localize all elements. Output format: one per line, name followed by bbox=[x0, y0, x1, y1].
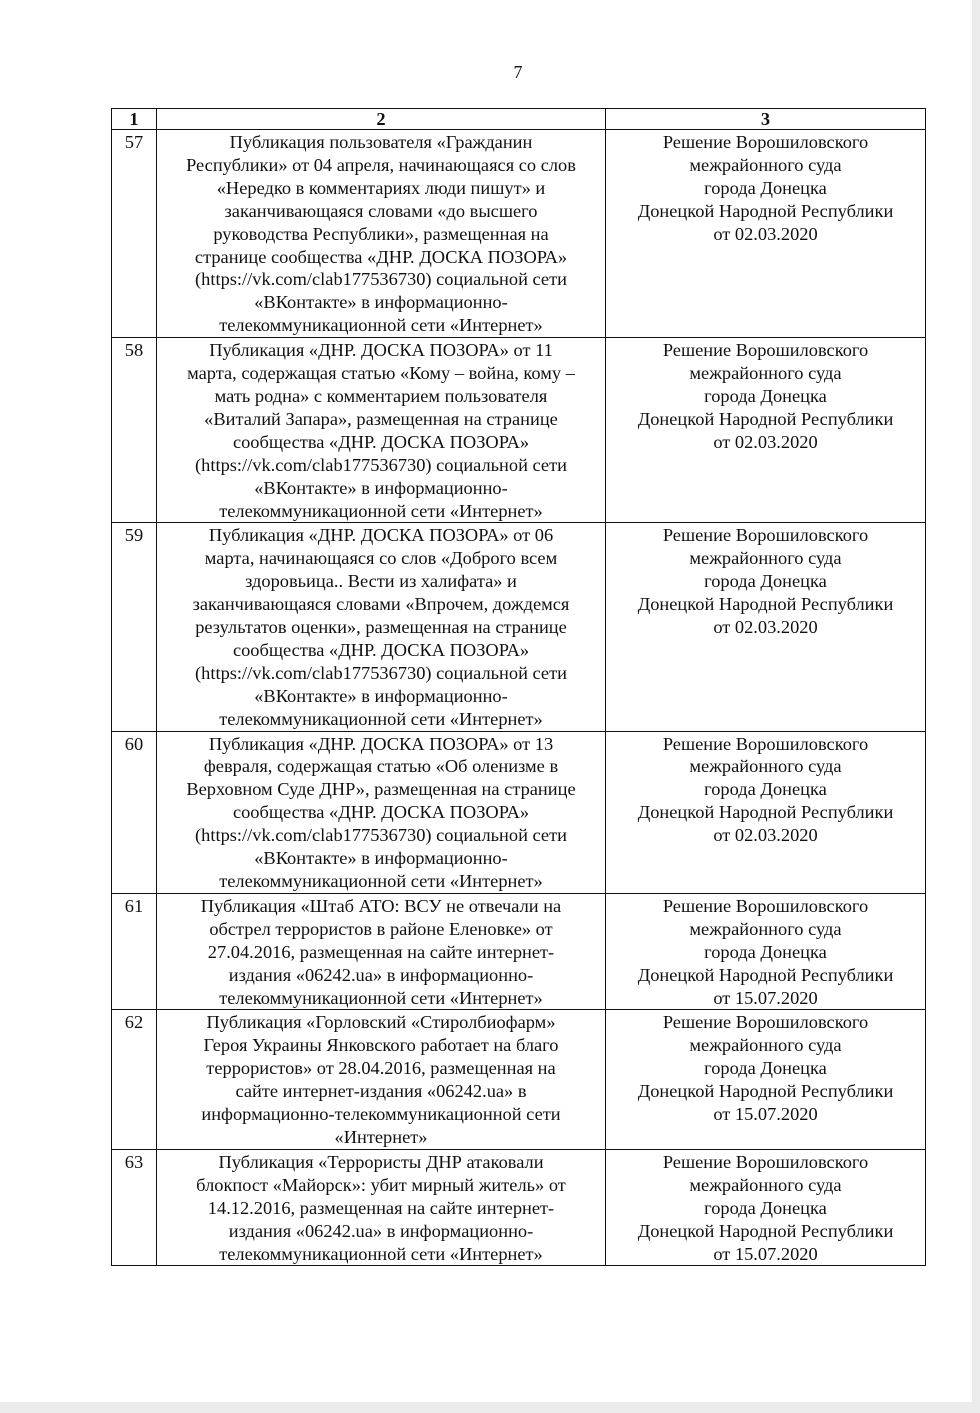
table-row bbox=[112, 1010, 926, 1149]
row-court-decision bbox=[606, 731, 926, 893]
description-line: «ВКонтакте» в информационно- bbox=[254, 848, 508, 869]
decision-line: от 02.03.2020 bbox=[713, 617, 818, 638]
decision-line: межрайонного суда bbox=[689, 1174, 842, 1195]
decision-line: Решение Ворошиловского bbox=[662, 733, 869, 754]
description-line: «ВКонтакте» в информационно- bbox=[254, 292, 508, 313]
description-line: «Виталий Запара», размещенная на странице bbox=[204, 408, 558, 429]
row-number: 59 bbox=[112, 523, 157, 731]
page-number: 7 bbox=[513, 62, 523, 82]
description-line: Публикация пользователя «Гражданин bbox=[229, 132, 533, 152]
decision-line: межрайонного суда bbox=[689, 363, 842, 384]
description-line: результатов оценки», размещенная на странице bbox=[195, 617, 567, 638]
row-description bbox=[157, 893, 606, 1010]
decision-line: Решение Ворошиловского bbox=[662, 340, 869, 361]
table-header-row bbox=[112, 109, 926, 130]
row-number: 62 bbox=[112, 1010, 157, 1149]
description-line: информационно-телекоммуникационной сети bbox=[201, 1104, 561, 1125]
description-line: «ВКонтакте» в информационно- bbox=[254, 685, 508, 706]
decision-line: города Донецка bbox=[704, 177, 827, 198]
decision-line: от 15.07.2020 bbox=[713, 1243, 818, 1264]
row-number: 61 bbox=[112, 893, 157, 1010]
table-row bbox=[112, 130, 926, 338]
table-body bbox=[112, 130, 926, 1266]
description-line: телекоммуникационной сети «Интернет» bbox=[219, 871, 543, 891]
description-line: «Интернет» bbox=[334, 1126, 428, 1147]
description-line: здоровьица.. Вести из халифата» и bbox=[245, 571, 517, 592]
description-line: сообщества «ДНР. ДОСКА ПОЗОРА» bbox=[232, 431, 530, 452]
description-line: (https://vk.com/clab177536730) социальной сети bbox=[195, 454, 567, 475]
row-number: 63 bbox=[112, 1149, 157, 1266]
row-court-decision bbox=[606, 130, 926, 338]
description-line: Публикация «ДНР. ДОСКА ПОЗОРА» от 06 bbox=[208, 525, 554, 546]
decision-line: города Донецка bbox=[704, 1197, 827, 1218]
row-court-decision bbox=[606, 338, 926, 523]
decision-line: Донецкой Народной Республики bbox=[637, 964, 894, 985]
decision-line: от 15.07.2020 bbox=[713, 1104, 818, 1125]
description-line: Верховном Суде ДНР», размещенная на странице bbox=[186, 779, 576, 800]
decision-line: города Донецка bbox=[704, 941, 827, 962]
row-description bbox=[157, 1010, 606, 1149]
decision-line: межрайонного суда bbox=[689, 548, 842, 569]
description-line: 14.12.2016, размещенная на сайте интернет- bbox=[207, 1197, 555, 1218]
decision-line: от 02.03.2020 bbox=[713, 223, 818, 244]
description-line: Публикация «Горловский «Стиролбиофарм» bbox=[206, 1012, 556, 1033]
decision-line: Донецкой Народной Республики bbox=[637, 594, 894, 615]
row-description bbox=[157, 130, 606, 338]
description-line: сообщества «ДНР. ДОСКА ПОЗОРА» bbox=[232, 802, 530, 823]
description-line: марта, начинающаяся со слов «Доброго всем bbox=[204, 548, 558, 569]
description-line: сообщества «ДНР. ДОСКА ПОЗОРА» bbox=[232, 639, 530, 660]
decision-line: города Донецка bbox=[704, 571, 827, 592]
decision-line: Решение Ворошиловского bbox=[662, 132, 869, 152]
description-line: блокпост «Майорск»: убит мирный житель» от bbox=[196, 1174, 566, 1195]
description-line: телекоммуникационной сети «Интернет» bbox=[219, 987, 543, 1008]
row-court-decision bbox=[606, 523, 926, 731]
description-line: Публикация «ДНР. ДОСКА ПОЗОРА» от 11 bbox=[209, 340, 553, 361]
decision-line: межрайонного суда bbox=[689, 1035, 842, 1056]
decision-line: Решение Ворошиловского bbox=[662, 525, 869, 546]
materials-table bbox=[111, 108, 926, 1266]
decision-line: межрайонного суда bbox=[689, 756, 842, 777]
description-line: Публикация «ДНР. ДОСКА ПОЗОРА» от 13 bbox=[208, 733, 554, 754]
table-row bbox=[112, 338, 926, 523]
description-line: издания «06242.ua» в информационно- bbox=[228, 964, 534, 985]
description-line: Публикация «Штаб АТО: ВСУ не отвечали на bbox=[200, 895, 562, 916]
description-line: (https://vk.com/clab177536730) социальной сети bbox=[195, 269, 567, 290]
column-header-decision: 3 bbox=[606, 109, 926, 130]
decision-line: Донецкой Народной Республики bbox=[637, 200, 894, 221]
description-line: террористов» от 28.04.2016, размещенная на bbox=[206, 1058, 556, 1079]
decision-line: межрайонного суда bbox=[689, 154, 842, 175]
row-description bbox=[157, 523, 606, 731]
description-line: телекоммуникационной сети «Интернет» bbox=[219, 708, 543, 729]
description-line: телекоммуникационной сети «Интернет» bbox=[219, 315, 543, 336]
column-header-number: 1 bbox=[112, 109, 157, 130]
description-line: заканчивающаяся словами «Впрочем, дождемся bbox=[192, 594, 570, 615]
row-number: 60 bbox=[112, 731, 157, 893]
description-line: (https://vk.com/clab177536730) социальной сети bbox=[195, 662, 567, 683]
decision-line: города Донецка bbox=[704, 385, 827, 406]
decision-line: Донецкой Народной Республики bbox=[637, 1081, 894, 1102]
description-line: руководства Республики», размещенная на bbox=[213, 223, 549, 244]
decision-line: межрайонного суда bbox=[689, 918, 842, 939]
description-line: «Нередко в комментариях люди пишут» и bbox=[216, 177, 546, 198]
description-line: февраля, содержащая статью «Об оленизме в bbox=[203, 756, 559, 777]
decision-line: от 15.07.2020 bbox=[713, 987, 818, 1008]
description-line: странице сообщества «ДНР. ДОСКА ПОЗОРА» bbox=[194, 246, 568, 267]
decision-line: города Донецка bbox=[704, 1058, 827, 1079]
table-row bbox=[112, 523, 926, 731]
row-court-decision bbox=[606, 893, 926, 1010]
decision-line: Донецкой Народной Республики bbox=[637, 1220, 894, 1241]
decision-line: Решение Ворошиловского bbox=[662, 895, 869, 916]
description-line: обстрел террористов в районе Еленовке» от bbox=[209, 918, 553, 939]
description-line: Героя Украины Янковского работает на благо bbox=[203, 1035, 559, 1056]
row-description bbox=[157, 338, 606, 523]
table-row bbox=[112, 893, 926, 1010]
description-line: Республики» от 04 апреля, начинающаяся со слов bbox=[186, 154, 576, 175]
decision-line: города Донецка bbox=[704, 779, 827, 800]
decision-line: от 02.03.2020 bbox=[713, 825, 818, 846]
description-line: 27.04.2016, размещенная на сайте интернет- bbox=[207, 941, 555, 962]
row-number: 58 bbox=[112, 338, 157, 523]
row-court-decision bbox=[606, 1010, 926, 1149]
table-row bbox=[112, 731, 926, 893]
column-header-description: 2 bbox=[157, 109, 606, 130]
row-description bbox=[157, 731, 606, 893]
decision-line: Донецкой Народной Республики bbox=[637, 408, 894, 429]
description-line: сайте интернет-издания «06242.ua» в bbox=[235, 1081, 527, 1102]
description-line: мать родна» с комментарием пользователя bbox=[214, 385, 548, 406]
row-number: 57 bbox=[112, 130, 157, 338]
decision-line: Донецкой Народной Республики bbox=[637, 802, 894, 823]
description-line: заканчивающаяся словами «до высшего bbox=[224, 200, 538, 221]
description-line: Публикация «Террористы ДНР атаковали bbox=[218, 1151, 544, 1172]
description-line: издания «06242.ua» в информационно- bbox=[228, 1220, 534, 1241]
description-line: «ВКонтакте» в информационно- bbox=[254, 477, 508, 498]
description-line: марта, содержащая статью «Кому – война, кому – bbox=[187, 363, 575, 384]
decision-line: Решение Ворошиловского bbox=[662, 1012, 869, 1033]
table-row bbox=[112, 1149, 926, 1266]
description-line: (https://vk.com/clab177536730) социальной сети bbox=[195, 825, 567, 846]
decision-line: от 02.03.2020 bbox=[713, 431, 818, 452]
decision-line: Решение Ворошиловского bbox=[662, 1151, 869, 1172]
row-description bbox=[157, 1149, 606, 1266]
description-line: телекоммуникационной сети «Интернет» bbox=[219, 1243, 543, 1264]
row-court-decision bbox=[606, 1149, 926, 1266]
description-line: телекоммуникационной сети «Интернет» bbox=[219, 500, 543, 521]
